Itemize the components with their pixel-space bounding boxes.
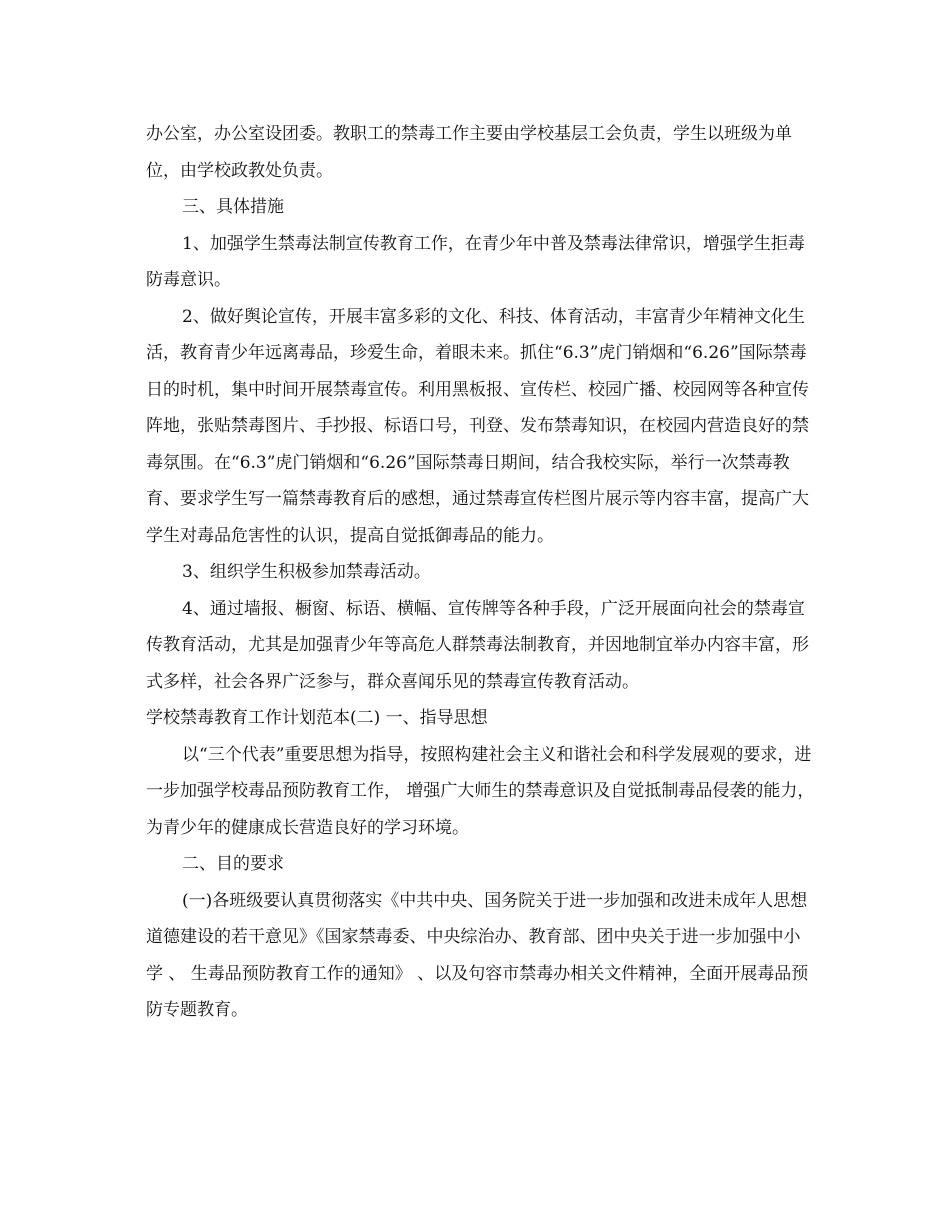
guiding-thought-paragraph: 以“三个代表”重要思想为指导，按照构建社会主义和谐社会和科学发展观的要求，进一步加强学校毒品预防教育工作， 增强广大师生的禁毒意识及自觉抵制毒品侵袭的能力， 为青少年的健康成长营造良好的学习环境。 bbox=[146, 744, 815, 838]
measure-item-2: 2、做好舆论宣传，开展丰富多彩的文化、科技、体育活动，丰富青少年精神文化生活，教育青少年远离毒品，珍爱生命，着眼未来。抓住“6.3”虎门销烟和“6.26”国际禁毒日的时机，集中时间开展禁毒宣传。利用黑板报、宣传栏、校园广播、校园网等各种宣传阵地，张贴禁毒图片、手抄报、标语口号，刊登、发布禁毒知识，在校园内营造良好的禁毒氛围。在“6.3”虎门销烟和“6.26”国际禁毒日期间，结合我校实际，举行一次禁毒教育、要求学生写一篇禁毒教育后的感想，通过禁毒宣传栏图片展示等内容丰富，提高广大学生对毒品危害性的认识，提高自觉抵御毒品的能力。 bbox=[146, 306, 809, 546]
paragraph-continuation: 办公室，办公室设团委。教职工的禁毒工作主要由学校基层工会负责，学生以班级为单位，由学校政教处负责。 bbox=[146, 124, 792, 181]
goal-item-1: (一)各班级要认真贯彻落实《中共中央、国务院关于进一步加强和改进未成年人思想道德建设的若干意见》《国家禁毒委、中央综治办、教育部、团中央关于进一步加强中小学 、 生毒品预防教育工作的通知》 、以及句容市禁毒办相关文件精神，全面开展毒品预防专题教育。 bbox=[146, 890, 809, 1020]
section-heading-measures: 三、具体措施 bbox=[182, 197, 284, 217]
document-body bbox=[146, 116, 816, 1029]
measure-item-4: 4、通过墙报、橱窗、标语、横幅、宣传牌等各种手段，广泛开展面向社会的禁毒宣传教育活动，尤其是加强青少年等高危人群禁毒法制教育，并因地制宜举办内容丰富，形式多样，社会各界广泛参与，群众喜闻乐见的禁毒宣传教育活动。 bbox=[146, 598, 809, 692]
measure-item-3: 3、组织学生积极参加禁毒活动。 bbox=[182, 562, 431, 582]
measure-item-1: 1、加强学生禁毒法制宣传教育工作，在青少年中普及禁毒法律常识，增强学生拒毒防毒意识。 bbox=[146, 233, 805, 290]
section-heading-goals: 二、目的要求 bbox=[182, 854, 284, 874]
plan-title-heading: 学校禁毒教育工作计划范本(二) 一、指导思想 bbox=[146, 708, 488, 728]
